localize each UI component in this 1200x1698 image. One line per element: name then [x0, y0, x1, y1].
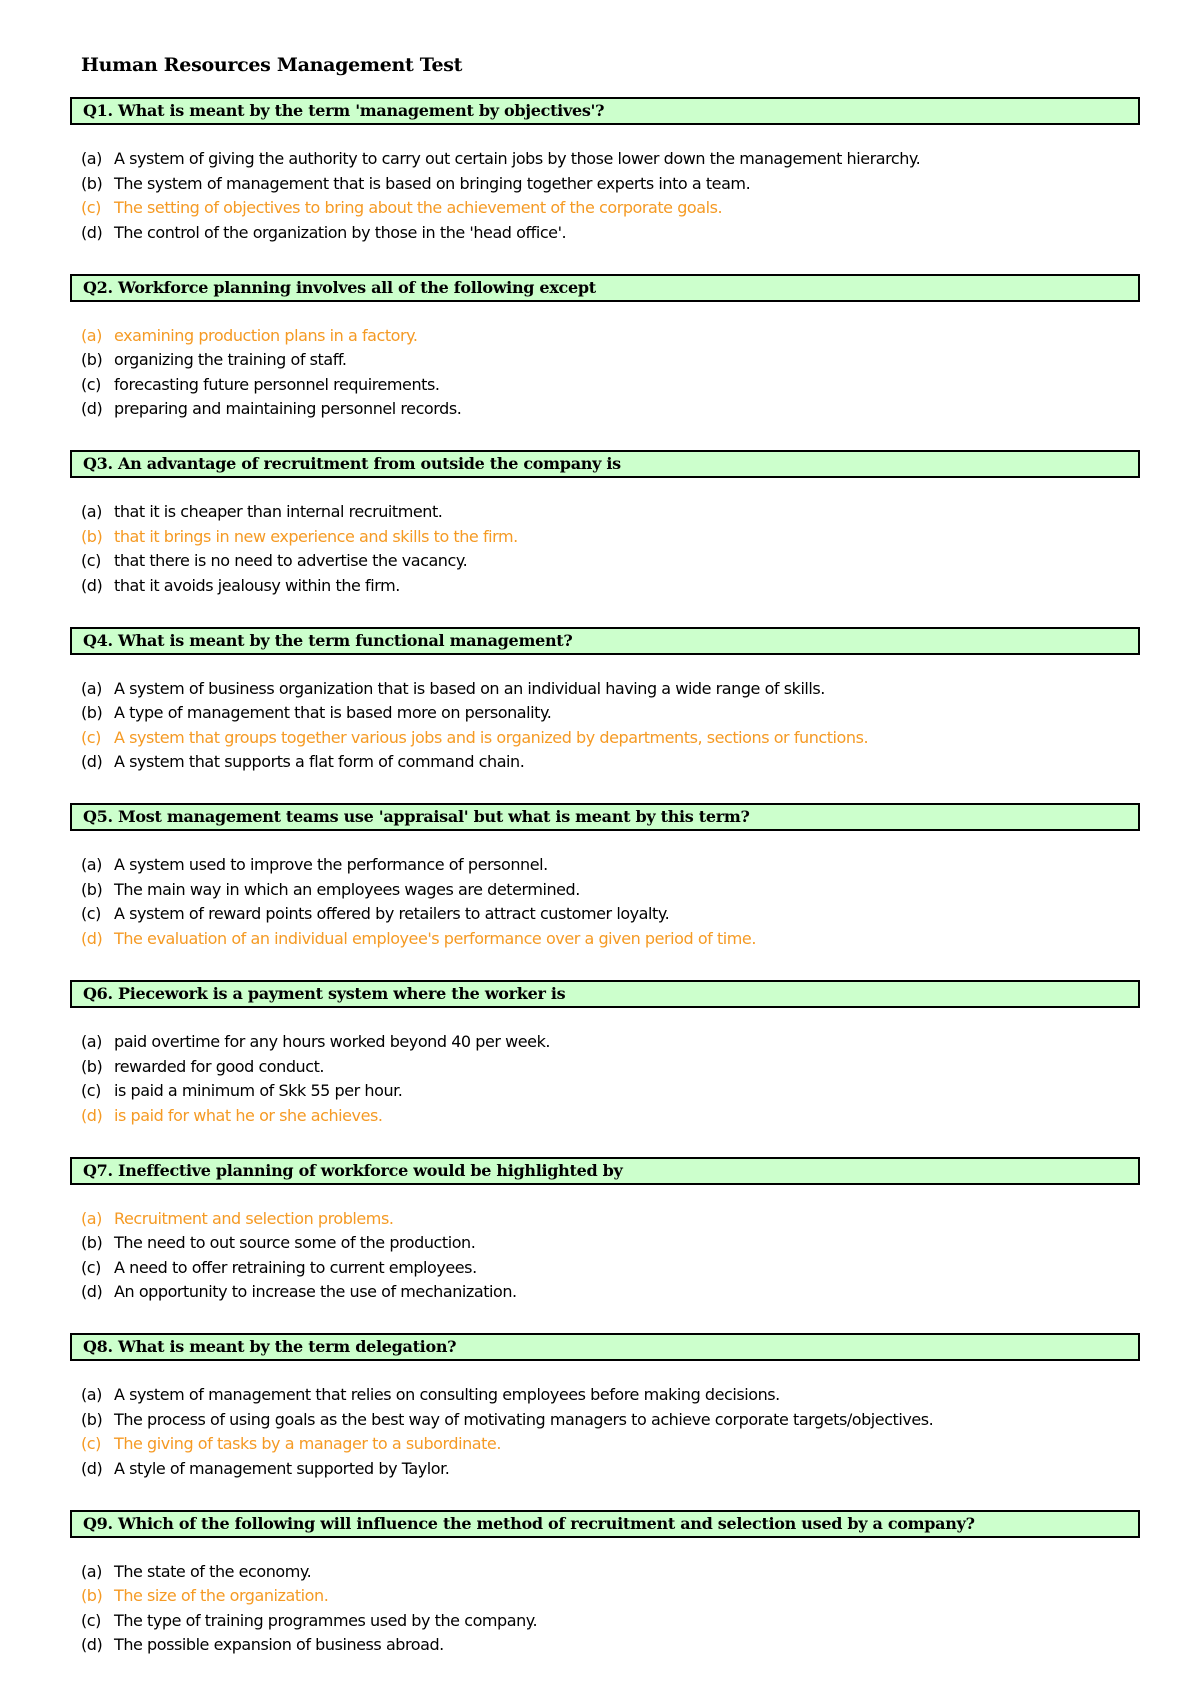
answer-letter: (b) — [81, 173, 103, 193]
answer-letter: (a) — [81, 502, 102, 522]
answer-letter: (a) — [81, 1385, 102, 1405]
answer-letter: (c) — [81, 1610, 101, 1630]
question-block — [70, 980, 1140, 1128]
answer-option — [81, 1231, 1140, 1256]
answer-option — [81, 1055, 1140, 1080]
question-block — [70, 274, 1140, 422]
answer-option — [81, 1079, 1140, 1104]
question-header: Q3. An advantage of recruitment from outside the company is — [70, 450, 1140, 478]
answer-letter: (a) — [81, 149, 102, 168]
answer-option — [81, 147, 1140, 172]
answer-option — [81, 1457, 1140, 1482]
question-block — [70, 1510, 1140, 1658]
answer-option — [81, 397, 1140, 422]
answer-option — [81, 902, 1140, 927]
question-header: Q8. What is meant by the term delegation? — [70, 1333, 1140, 1361]
question-header: Q5. Most management teams use 'appraisal' but what is meant by this term? — [70, 803, 1140, 831]
answer-text: The possible expansion of business abroad. — [114, 1635, 444, 1655]
answer-letter: (d) — [81, 1282, 103, 1302]
question-header: Q6. Piecework is a payment system where the worker is — [70, 980, 1140, 1008]
answer-text: forecasting future personnel requirements. — [114, 374, 440, 394]
answer-letter: (d) — [81, 575, 103, 595]
answer-letter: (d) — [81, 1105, 103, 1125]
answer-option-correct — [81, 1207, 1140, 1232]
answer-letter: (a) — [81, 855, 102, 875]
answer-letter: (d) — [81, 399, 103, 419]
question-block — [70, 1333, 1140, 1481]
answer-letter: (b) — [81, 703, 103, 723]
answer-option — [81, 701, 1140, 726]
answer-text: A need to offer retraining to current employees. — [114, 1257, 477, 1277]
answer-option-correct — [81, 1104, 1140, 1129]
answer-letter: (b) — [81, 1409, 103, 1429]
answer-text: is paid for what he or she achieves. — [114, 1105, 383, 1125]
answer-letter: (d) — [81, 928, 103, 948]
answer-text: rewarded for good conduct. — [114, 1056, 325, 1076]
answer-letter: (a) — [81, 1208, 102, 1228]
answer-text: A system that supports a flat form of command chain. — [114, 752, 525, 772]
answer-option-correct — [81, 726, 1140, 751]
question-header: Q4. What is meant by the term functional management? — [70, 627, 1140, 655]
answer-option — [81, 348, 1140, 373]
question-block — [70, 450, 1140, 598]
answer-text: The size of the organization. — [114, 1586, 329, 1606]
answer-letter: (c) — [81, 198, 101, 217]
answer-letter: (a) — [81, 1561, 102, 1581]
answer-list — [70, 1383, 1140, 1481]
answer-text: that there is no need to advertise the vacancy. — [114, 551, 468, 571]
answer-option — [81, 1609, 1140, 1634]
answer-letter: (a) — [81, 1032, 102, 1051]
answer-letter: (b) — [81, 1586, 103, 1606]
answer-option — [81, 1560, 1140, 1585]
answer-text: paid overtime for any hours worked beyond 40 per week. — [114, 1032, 551, 1051]
answer-text: The system of management that is based on bringing together experts into a team. — [114, 173, 751, 193]
answer-letter: (a) — [81, 325, 102, 345]
answer-text: The type of training programmes used by the company. — [114, 1610, 538, 1630]
question-block — [70, 1157, 1140, 1305]
answer-option — [81, 878, 1140, 903]
answer-letter: (b) — [81, 350, 103, 370]
answer-letter: (a) — [81, 678, 102, 698]
answer-text: Recruitment and selection problems. — [114, 1208, 394, 1228]
answer-text: that it avoids jealousy within the firm. — [114, 575, 400, 595]
answer-option — [81, 172, 1140, 197]
question-header: Q7. Ineffective planning of workforce would be highlighted by — [70, 1157, 1140, 1185]
answer-letter: (b) — [81, 879, 103, 899]
answer-letter: (c) — [81, 904, 101, 924]
answer-option-correct — [81, 1432, 1140, 1457]
answer-text: The control of the organization by those in the 'head office'. — [114, 222, 567, 242]
answer-option-correct — [81, 525, 1140, 550]
answer-text: An opportunity to increase the use of mechanization. — [114, 1282, 517, 1302]
answer-text: The need to out source some of the production. — [114, 1233, 476, 1253]
answer-text: The process of using goals as the best way of motivating managers to achieve corporate targets/objectives. — [114, 1409, 934, 1429]
answer-list — [70, 1560, 1140, 1658]
answer-letter: (c) — [81, 1257, 101, 1277]
question-header: Q2. Workforce planning involves all of the following except — [70, 274, 1140, 302]
answer-text: organizing the training of staff. — [114, 350, 347, 370]
answer-text: A system of management that relies on consulting employees before making decisions. — [114, 1385, 780, 1405]
answer-letter: (b) — [81, 1056, 103, 1076]
answer-option — [81, 750, 1140, 775]
answer-text: The state of the economy. — [114, 1561, 312, 1581]
answer-text: A style of management supported by Taylor. — [114, 1458, 450, 1478]
answer-text: A system of reward points offered by retailers to attract customer loyalty. — [114, 904, 670, 924]
answer-letter: (b) — [81, 1233, 103, 1253]
answer-letter: (d) — [81, 1458, 103, 1478]
answer-option-correct — [81, 196, 1140, 221]
answer-option — [81, 1633, 1140, 1658]
answer-letter: (c) — [81, 727, 101, 747]
question-block — [70, 627, 1140, 775]
answer-list — [70, 324, 1140, 422]
answer-option-correct — [81, 927, 1140, 952]
answer-text: A system that groups together various jobs and is organized by departments, sections or functions. — [114, 727, 869, 747]
question-block — [70, 97, 1140, 245]
answer-text: The setting of objectives to bring about the achievement of the corporate goals. — [114, 198, 723, 217]
answer-option — [81, 1030, 1140, 1055]
answer-text: that it is cheaper than internal recruitment. — [114, 502, 443, 522]
answer-letter: (c) — [81, 551, 101, 571]
answer-option — [81, 1408, 1140, 1433]
question-header: Q1. What is meant by the term 'management by objectives'? — [70, 97, 1140, 125]
answer-option — [81, 373, 1140, 398]
answer-letter: (c) — [81, 1434, 101, 1454]
answer-text: The main way in which an employees wages are determined. — [114, 879, 580, 899]
answer-option-correct — [81, 324, 1140, 349]
question-header: Q9. Which of the following will influence the method of recruitment and selection used by a company? — [70, 1510, 1140, 1538]
document-title: Human Resources Management Test — [81, 54, 463, 76]
answer-list — [70, 677, 1140, 775]
answer-option — [81, 853, 1140, 878]
answer-text: The evaluation of an individual employee's performance over a given period of time. — [114, 928, 756, 948]
answer-list — [70, 147, 1140, 245]
answer-list — [70, 500, 1140, 598]
answer-text: examining production plans in a factory. — [114, 325, 418, 345]
answer-text: preparing and maintaining personnel records. — [114, 399, 462, 419]
answer-letter: (d) — [81, 752, 103, 772]
answer-option — [81, 1256, 1140, 1281]
answer-text: A system of business organization that is based on an individual having a wide range of skills. — [114, 678, 825, 698]
answer-text: is paid a minimum of Skk 55 per hour. — [114, 1081, 403, 1100]
question-block — [70, 803, 1140, 951]
answer-list — [70, 853, 1140, 951]
answer-list — [70, 1207, 1140, 1305]
answer-option — [81, 1383, 1140, 1408]
answer-option — [81, 574, 1140, 599]
answer-text: A system used to improve the performance of personnel. — [114, 855, 548, 875]
answer-letter: (c) — [81, 1081, 101, 1100]
answer-text: A type of management that is based more on personality. — [114, 703, 552, 723]
answer-text: The giving of tasks by a manager to a subordinate. — [114, 1434, 501, 1454]
answer-option — [81, 677, 1140, 702]
answer-text: that it brings in new experience and skills to the firm. — [114, 526, 518, 546]
answer-letter: (c) — [81, 374, 101, 394]
answer-text: A system of giving the authority to carry out certain jobs by those lower down the management hierarchy. — [114, 149, 921, 168]
answer-option — [81, 221, 1140, 246]
answer-option — [81, 549, 1140, 574]
answer-letter: (d) — [81, 222, 103, 242]
answer-option-correct — [81, 1584, 1140, 1609]
answer-option — [81, 1280, 1140, 1305]
answer-letter: (b) — [81, 526, 103, 546]
answer-option — [81, 500, 1140, 525]
answer-letter: (d) — [81, 1635, 103, 1655]
answer-list — [70, 1030, 1140, 1128]
